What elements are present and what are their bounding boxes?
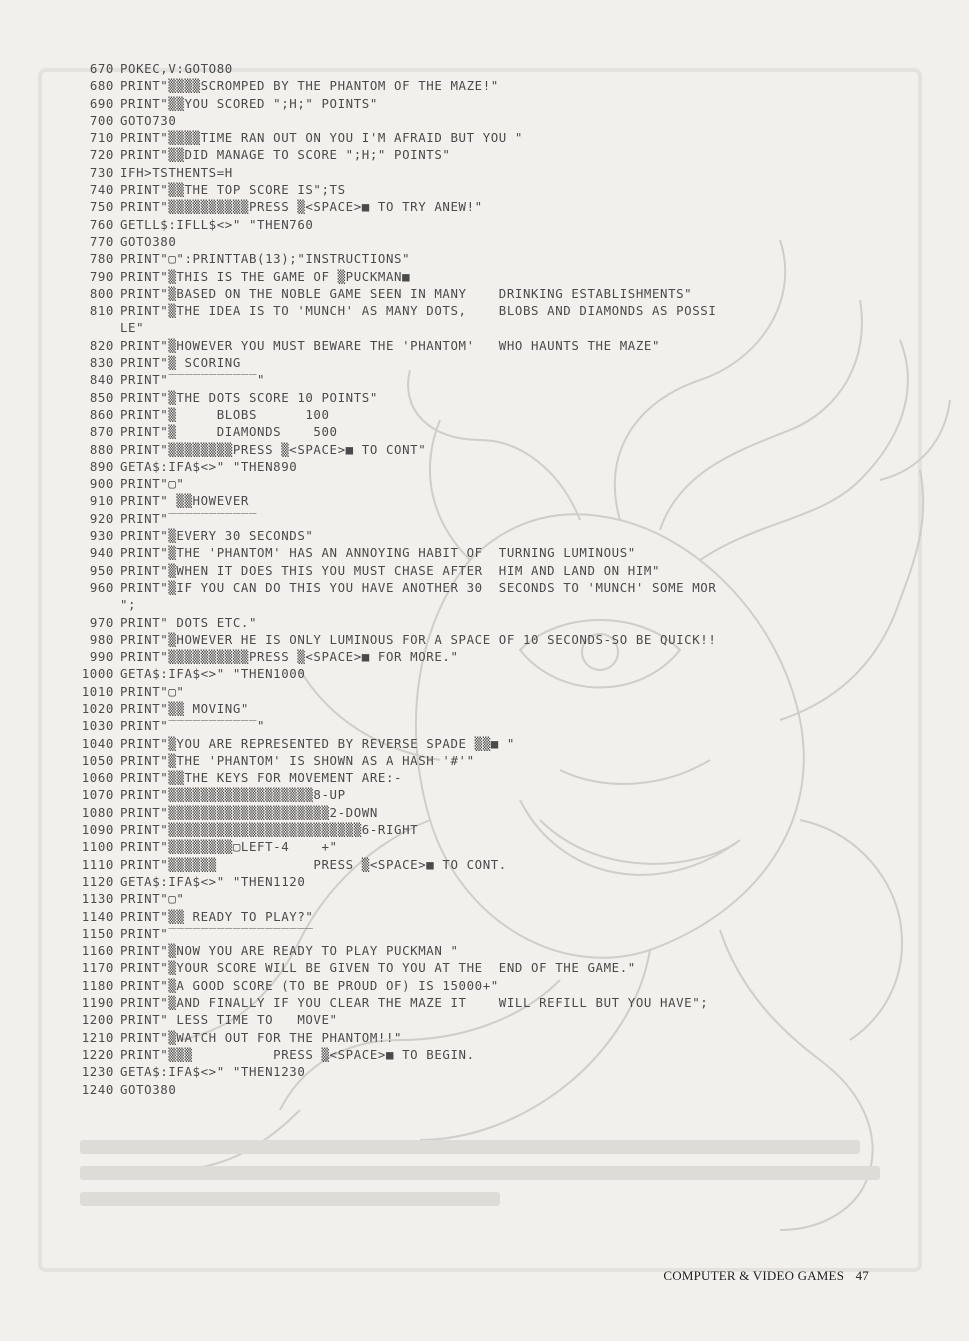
code-line: [62, 319, 942, 336]
line-code: PRINT"▒▒YOU SCORED ";H;" POINTS": [120, 95, 378, 111]
code-line: [62, 1046, 942, 1063]
line-number: 770: [89, 233, 114, 249]
line-number: 960: [89, 579, 114, 595]
line-number: 860: [89, 406, 114, 422]
line-code: PRINT"▢": [120, 891, 185, 907]
code-line: [62, 198, 942, 215]
page-number: 47: [855, 1268, 869, 1283]
line-number: 830: [89, 355, 114, 371]
line-code: PRINT"▒▒▒▒▒▒ PRESS ▒<SPACE>■ TO CONT.: [120, 856, 507, 872]
line-code: PRINT"▒HOWEVER YOU MUST BEWARE THE 'PHANTOM' WHO HAUNTS THE MAZE": [120, 337, 661, 353]
line-code: PRINT"▒▒▒▒SCROMPED BY THE PHANTOM OF THE MAZE!": [120, 78, 499, 94]
line-number: 930: [89, 528, 114, 544]
line-code: PRINT"‾‾‾‾‾‾‾‾‾‾‾": [120, 718, 266, 734]
code-line: [62, 821, 942, 838]
line-number: 850: [89, 389, 114, 405]
line-code: PRINT"▒THIS IS THE GAME OF ▒PUCKMAN■: [120, 268, 411, 284]
line-code: PRINT"▒WATCH OUT FOR THE PHANTOM!!": [120, 1029, 403, 1045]
code-line: [62, 856, 942, 873]
line-code: PRINT"▒BASED ON THE NOBLE GAME SEEN IN MANY DRINKING ESTABLISHMENTS": [120, 285, 693, 301]
basic-program-listing: [62, 60, 942, 1098]
line-code: PRINT"▒YOU ARE REPRESENTED BY REVERSE SPADE ▒▒■ ": [120, 735, 515, 751]
code-line: [62, 268, 942, 285]
line-code: ";: [120, 597, 137, 613]
code-line: [62, 977, 942, 994]
line-number: 810: [89, 303, 114, 319]
code-line: [62, 112, 942, 129]
line-code: PRINT"▒ DIAMONDS 500: [120, 424, 338, 440]
line-code: PRINT" ▒▒HOWEVER: [120, 493, 249, 509]
line-code: GETA$:IFA$<>" "THEN1120: [120, 873, 306, 889]
code-line: [62, 873, 942, 890]
code-line: [62, 389, 942, 406]
line-number: 760: [89, 216, 114, 232]
line-number: 1230: [81, 1064, 114, 1080]
line-number: 1100: [81, 839, 114, 855]
line-number: 900: [89, 476, 114, 492]
code-line: [62, 527, 942, 544]
code-line: [62, 354, 942, 371]
line-code: PRINT"▒A GOOD SCORE (TO BE PROUD OF) IS 15000+": [120, 977, 499, 993]
line-number: 790: [89, 268, 114, 284]
line-number: 840: [89, 372, 114, 388]
code-line: [62, 1081, 942, 1098]
line-code: GOTO730: [120, 112, 177, 128]
line-code: PRINT"‾‾‾‾‾‾‾‾‾‾‾": [120, 372, 266, 388]
code-line: [62, 752, 942, 769]
code-line: [62, 285, 942, 302]
line-number: 1110: [81, 856, 114, 872]
code-line: [62, 406, 942, 423]
code-line: [62, 735, 942, 752]
line-number: 800: [89, 285, 114, 301]
line-number: 1000: [81, 666, 114, 682]
code-line: [62, 683, 942, 700]
line-number: 980: [89, 631, 114, 647]
code-line: [62, 769, 942, 786]
line-number: 1200: [81, 1012, 114, 1028]
code-line: [62, 1063, 942, 1080]
line-code: PRINT"▒▒THE KEYS FOR MOVEMENT ARE:-: [120, 770, 403, 786]
line-number: 780: [89, 251, 114, 267]
line-number: 1220: [81, 1046, 114, 1062]
line-code: GETA$:IFA$<>" "THEN1230: [120, 1064, 306, 1080]
code-line: [62, 925, 942, 942]
line-code: LE": [120, 320, 145, 336]
line-number: 710: [89, 130, 114, 146]
code-line: [62, 77, 942, 94]
line-code: PRINT"▢": [120, 476, 185, 492]
line-code: POKEC,V:GOTO80: [120, 61, 233, 76]
line-code: GETLL$:IFLL$<>" "THEN760: [120, 216, 314, 232]
line-number: 1010: [81, 683, 114, 699]
line-number: 970: [89, 614, 114, 630]
line-number: 1150: [81, 925, 114, 941]
line-number: 890: [89, 458, 114, 474]
line-code: PRINT"▒▒▒▒TIME RAN OUT ON YOU I'M AFRAID BUT YOU ": [120, 130, 523, 146]
code-line: [62, 146, 942, 163]
code-line: [62, 181, 942, 198]
line-code: PRINT"▒▒▒▒▒▒▒▒▒▒▒▒▒▒▒▒▒▒8-UP: [120, 787, 346, 803]
line-number: 1180: [81, 977, 114, 993]
code-line: [62, 233, 942, 250]
code-line: [62, 665, 942, 682]
code-line: [62, 579, 942, 596]
line-number: 820: [89, 337, 114, 353]
code-line: [62, 994, 942, 1011]
page-footer: [663, 1268, 869, 1284]
line-code: PRINT"▒NOW YOU ARE READY TO PLAY PUCKMAN ": [120, 943, 459, 959]
line-code: PRINT"‾‾‾‾‾‾‾‾‾‾‾: [120, 510, 258, 526]
line-code: PRINT"▒▒▒▒▒▒▒▒PRESS ▒<SPACE>■ TO CONT": [120, 441, 427, 457]
line-number: 1080: [81, 804, 114, 820]
line-code: PRINT"▒▒▒▒▒▒▒▒▒▒PRESS ▒<SPACE>■ TO TRY ANEW!": [120, 199, 483, 215]
code-line: [62, 1029, 942, 1046]
line-number: 750: [89, 199, 114, 215]
line-number: 870: [89, 424, 114, 440]
line-code: PRINT"▒THE 'PHANTOM' HAS AN ANNOYING HABIT OF TURNING LUMINOUS": [120, 545, 636, 561]
line-number: 920: [89, 510, 114, 526]
code-line: [62, 700, 942, 717]
line-code: PRINT"▒YOUR SCORE WILL BE GIVEN TO YOU AT THE END OF THE GAME.": [120, 960, 636, 976]
magazine-name: COMPUTER & VIDEO GAMES: [663, 1268, 845, 1283]
code-line: [62, 216, 942, 233]
line-code: PRINT" LESS TIME TO MOVE": [120, 1012, 338, 1028]
code-line: [62, 423, 942, 440]
line-code: PRINT"▒▒▒▒▒▒▒▒▒▒▒▒▒▒▒▒▒▒▒▒2-DOWN: [120, 804, 378, 820]
code-line: [62, 959, 942, 976]
code-line: [62, 458, 942, 475]
line-number: 940: [89, 545, 114, 561]
line-number: 950: [89, 562, 114, 578]
code-line: [62, 804, 942, 821]
code-line: [62, 250, 942, 267]
line-number: 730: [89, 164, 114, 180]
line-code: PRINT"▒IF YOU CAN DO THIS YOU HAVE ANOTHER 30 SECONDS TO 'MUNCH' SOME MOR: [120, 579, 717, 595]
code-line: [62, 492, 942, 509]
code-line: [62, 838, 942, 855]
line-code: PRINT"▒WHEN IT DOES THIS YOU MUST CHASE AFTER HIM AND LAND ON HIM": [120, 562, 661, 578]
line-number: 1020: [81, 700, 114, 716]
line-code: PRINT"▒ SCORING: [120, 355, 241, 371]
code-line: [62, 614, 942, 631]
line-code: GOTO380: [120, 1081, 177, 1097]
code-line: [62, 60, 942, 77]
line-code: PRINT"▒AND FINALLY IF YOU CLEAR THE MAZE IT WILL REFILL BUT YOU HAVE";: [120, 995, 709, 1011]
line-code: PRINT"▢": [120, 683, 185, 699]
line-code: PRINT"▒▒▒▒▒▒▒▒▒▒PRESS ▒<SPACE>■ FOR MORE.": [120, 649, 459, 665]
line-code: PRINT"▒▒DID MANAGE TO SCORE ";H;" POINTS": [120, 147, 451, 163]
line-number: 700: [89, 112, 114, 128]
code-line: [62, 908, 942, 925]
code-line: [62, 890, 942, 907]
line-number: 1040: [81, 735, 114, 751]
line-code: IFH>TSTHENTS=H: [120, 164, 233, 180]
line-number: 1240: [81, 1081, 114, 1097]
code-line: [62, 631, 942, 648]
line-number: 1170: [81, 960, 114, 976]
line-code: PRINT"‾‾‾‾‾‾‾‾‾‾‾‾‾‾‾‾‾‾: [120, 925, 314, 941]
line-code: PRINT"▒THE IDEA IS TO 'MUNCH' AS MANY DOTS, BLOBS AND DIAMONDS AS POSSI: [120, 303, 717, 319]
line-number: 1060: [81, 770, 114, 786]
line-number: 1210: [81, 1029, 114, 1045]
line-number: 1160: [81, 943, 114, 959]
line-code: PRINT"▒▒THE TOP SCORE IS";TS: [120, 182, 346, 198]
line-number: 690: [89, 95, 114, 111]
code-line: [62, 164, 942, 181]
line-code: GETA$:IFA$<>" "THEN890: [120, 458, 298, 474]
line-number: 1190: [81, 995, 114, 1011]
line-code: PRINT"▒▒▒ PRESS ▒<SPACE>■ TO BEGIN.: [120, 1046, 475, 1062]
line-number: 1120: [81, 873, 114, 889]
line-code: PRINT"▒HOWEVER HE IS ONLY LUMINOUS FOR A SPACE OF 10 SECONDS-SO BE QUICK!!: [120, 631, 717, 647]
line-code: PRINT"▒ BLOBS 100: [120, 406, 330, 422]
code-line: [62, 371, 942, 388]
code-line: [62, 1011, 942, 1028]
code-line: [62, 596, 942, 613]
line-number: 1130: [81, 891, 114, 907]
code-line: [62, 302, 942, 319]
code-line: [62, 475, 942, 492]
code-line: [62, 337, 942, 354]
line-code: PRINT" DOTS ETC.": [120, 614, 258, 630]
line-code: PRINT"▒▒ MOVING": [120, 700, 249, 716]
line-number: 720: [89, 147, 114, 163]
line-number: 880: [89, 441, 114, 457]
line-number: 740: [89, 182, 114, 198]
code-line: [62, 786, 942, 803]
code-line: [62, 544, 942, 561]
code-line: [62, 441, 942, 458]
line-code: PRINT"▒▒ READY TO PLAY?": [120, 908, 314, 924]
line-number: 910: [89, 493, 114, 509]
line-code: PRINT"▒▒▒▒▒▒▒▒▢LEFT-4 +": [120, 839, 338, 855]
line-number: 990: [89, 649, 114, 665]
line-code: PRINT"▒THE 'PHANTOM' IS SHOWN AS A HASH '#'": [120, 752, 475, 768]
line-code: GETA$:IFA$<>" "THEN1000: [120, 666, 306, 682]
code-line: [62, 95, 942, 112]
line-number: 1050: [81, 752, 114, 768]
code-line: [62, 648, 942, 665]
code-line: [62, 510, 942, 527]
code-line: [62, 942, 942, 959]
line-code: PRINT"▒EVERY 30 SECONDS": [120, 528, 314, 544]
line-number: 670: [89, 61, 114, 76]
line-code: PRINT"▒▒▒▒▒▒▒▒▒▒▒▒▒▒▒▒▒▒▒▒▒▒▒▒6-RIGHT: [120, 822, 419, 838]
line-code: PRINT"▢":PRINTTAB(13);"INSTRUCTIONS": [120, 251, 411, 267]
line-code: PRINT"▒THE DOTS SCORE 10 POINTS": [120, 389, 378, 405]
line-number: 1140: [81, 908, 114, 924]
code-line: [62, 717, 942, 734]
line-number: 680: [89, 78, 114, 94]
line-number: 1070: [81, 787, 114, 803]
code-line: [62, 562, 942, 579]
line-number: 1030: [81, 718, 114, 734]
code-line: [62, 129, 942, 146]
line-code: GOTO380: [120, 233, 177, 249]
line-number: 1090: [81, 822, 114, 838]
